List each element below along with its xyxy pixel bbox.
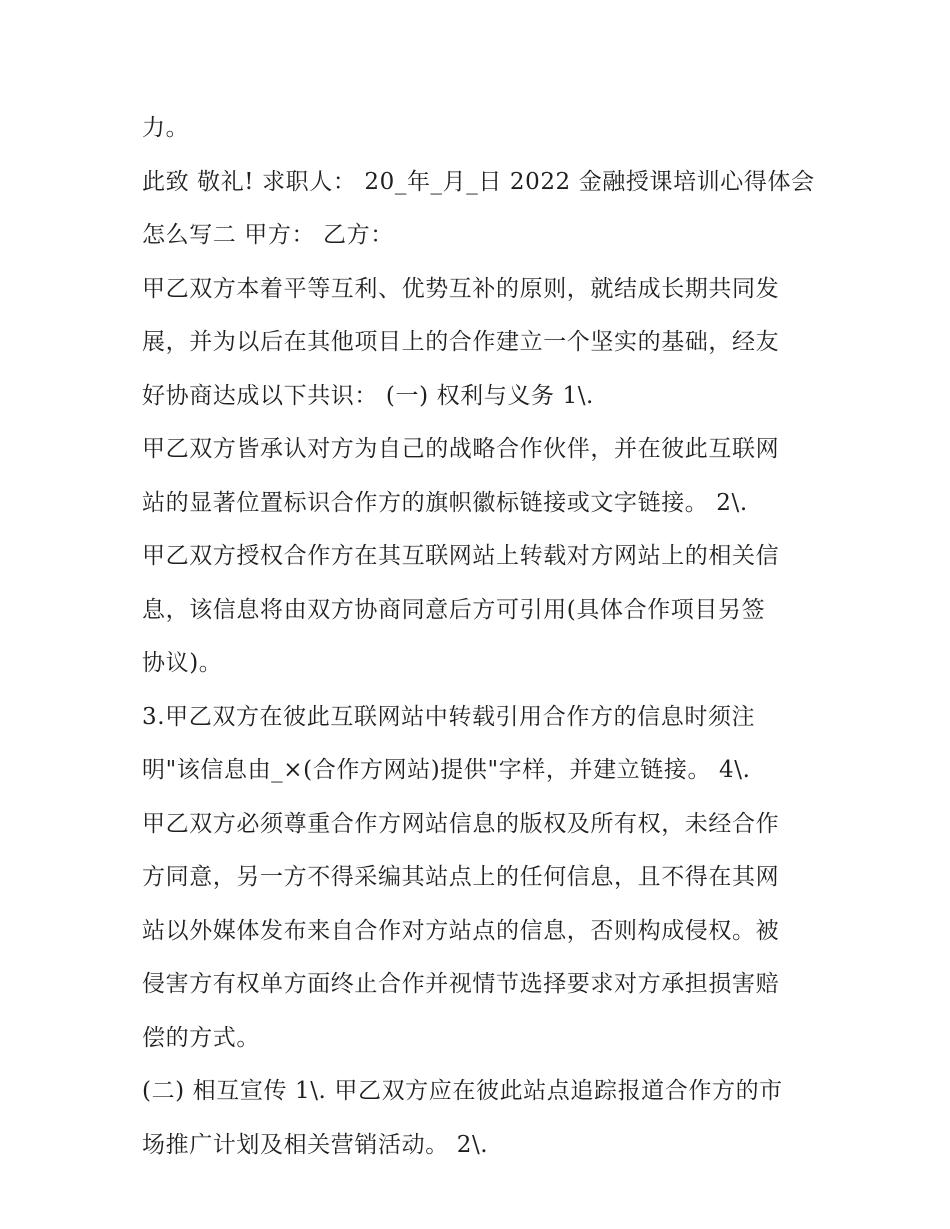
text-line: 协议)。 <box>142 650 223 676</box>
text-line: 站以外媒体发布来自合作对方站点的信息，否则构成侵权。被 <box>142 917 780 944</box>
text-line: 3.甲乙双方在彼此互联网站中转载引用合作方的信息时须注 <box>142 703 756 730</box>
text-line: 好协商达成以下共识： (一) 权利与义务 1\. <box>142 382 594 409</box>
text-line: 侵害方有权单方面终止合作并视情节选择要求对方承担损害赔 <box>142 971 780 997</box>
text-line: 甲乙双方皆承认对方为自己的战略合作伙伴，并在彼此互联网 <box>142 436 780 462</box>
text-line: 息，该信息将由双方协商同意后方可引用(具体合作项目另签 <box>142 596 766 623</box>
text-line: 场推广计划及相关营销活动。 2\. <box>142 1131 489 1158</box>
text-line: 展，并为以后在其他项目上的合作建立一个坚实的基础，经友 <box>142 329 780 355</box>
text-line: 明"该信息由_×(合作方网站)提供"字样，并建立链接。 4\. <box>142 757 751 783</box>
document-body <box>142 102 822 1172</box>
text-line: 甲乙双方授权合作方在其互联网站上转载对方网站上的相关信 <box>142 543 780 569</box>
text-line: 力。 <box>142 115 190 141</box>
text-line: 方同意，另一方不得采编其站点上的任何信息，且不得在其网 <box>142 864 780 890</box>
text-line: 怎么写二 甲方： 乙方： <box>142 222 394 248</box>
text-line: 甲乙双方必须尊重合作方网站信息的版权及所有权，未经合作 <box>142 810 780 837</box>
text-line: 此致 敬礼! 求职人： 20_年_月_日 2022 金融授课培训心得体会 <box>142 168 815 195</box>
text-line: 偿的方式。 <box>142 1024 260 1051</box>
text-line: 站的显著位置标识合作方的旗帜徽标链接或文字链接。 2\. <box>142 489 748 516</box>
text-line: 甲乙双方本着平等互利、优势互补的原则，就结成长期共同发 <box>142 275 780 302</box>
text-line: (二) 相互宣传 1\. 甲乙双方应在彼此站点追踪报道合作方的市 <box>142 1078 783 1104</box>
